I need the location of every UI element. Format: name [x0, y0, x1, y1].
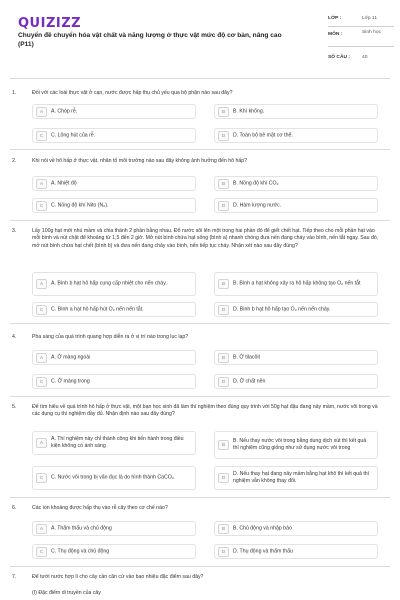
- option-letter: A: [36, 353, 47, 363]
- question-divider: [10, 220, 390, 221]
- option-letter: C: [36, 547, 47, 557]
- option-text: A. Nhiệt độ: [51, 180, 77, 187]
- option-letter: C: [36, 305, 47, 315]
- option-text: C. Nước vôi trong bị vẩn đục là do hình thành CaCO₃: [51, 474, 174, 481]
- option-b[interactable]: [214, 521, 378, 536]
- option-text: B. Bình a hạt không xảy ra hô hấp không tạo O₂ nến tắt: [233, 280, 361, 287]
- option-d[interactable]: [214, 128, 378, 143]
- option-letter: D: [218, 377, 229, 387]
- option-a[interactable]: [32, 272, 196, 296]
- option-letter: C: [36, 131, 47, 141]
- option-d[interactable]: [214, 302, 378, 317]
- option-c[interactable]: [32, 128, 196, 143]
- option-text: A. Bình b hạt hô hấp cung cấp nhiệt cho nến cháy.: [51, 280, 167, 287]
- option-text: D. Nếu thay hạt đang nảy mầm bằng hạt khô thì kết quả thí nghiệm vẫn không thay đổi.: [233, 471, 370, 484]
- option-letter: A: [36, 438, 47, 448]
- class-label: LỚP :: [328, 16, 342, 21]
- question-text: Khi nói về hô hấp ở thực vật, nhân tố môi trường nào sau đây không ảnh hưởng đến hô hấp?: [32, 158, 248, 164]
- option-d[interactable]: [214, 466, 378, 490]
- option-text: A. Chóp rễ.: [51, 108, 78, 115]
- option-b[interactable]: [214, 272, 378, 296]
- statement-line: (I) Đặc điểm di truyền của cây: [32, 590, 101, 596]
- question-number: 2.: [12, 158, 17, 164]
- option-letter: A: [36, 107, 47, 117]
- option-letter: B: [218, 524, 229, 534]
- option-d[interactable]: [214, 374, 378, 389]
- option-letter: B: [218, 440, 229, 450]
- option-b[interactable]: [214, 176, 378, 191]
- option-a[interactable]: [32, 104, 196, 119]
- option-text: B. Nồng độ khí CO₂: [233, 180, 279, 187]
- option-text: C. Ở màng trong: [51, 378, 90, 385]
- question-text: Đối với các loài thực vật ở cạn, nước được hấp thụ chủ yếu qua bộ phận nào sau đây?: [32, 90, 233, 96]
- worksheet-header: [10, 10, 390, 72]
- option-letter: D: [218, 201, 229, 211]
- subject-label: MÔN :: [328, 32, 343, 37]
- question-divider: [10, 323, 390, 324]
- option-c[interactable]: [32, 466, 196, 490]
- option-letter: C: [36, 377, 47, 387]
- option-text: C. Bình a hạt hô hấp hút O₂ nến nến tắt.: [51, 306, 144, 313]
- option-text: D. Hàm lượng nước.: [233, 202, 282, 209]
- option-a[interactable]: [32, 176, 196, 191]
- question-divider: [10, 566, 390, 567]
- option-letter: B: [218, 279, 229, 289]
- question-number: 3.: [12, 228, 17, 234]
- option-letter: A: [36, 524, 47, 534]
- option-text: A. Ở màng ngoài: [51, 354, 91, 361]
- option-letter: D: [218, 305, 229, 315]
- question-text: Các ion khoáng được hấp thụ vào rễ cây theo cơ chế nào?: [32, 505, 168, 511]
- question-text: Để tìm hiểu về quá trình hô hấp ở thực vật, một bạn học sinh đã làm thí nghiệm theo đúng quy trình với 50g hạt đậu đang nảy mầm, nước vôi trong và các dụng cụ thí nghiệm đầy đủ. Nhận định nào sau đây đúng?: [32, 404, 378, 418]
- question-divider: [10, 396, 390, 397]
- option-a[interactable]: [32, 350, 196, 365]
- option-c[interactable]: [32, 198, 196, 213]
- question-text: Pha sáng của quá trình quang hợp diễn ra ở vị trí nào trong lục lạp?: [32, 334, 189, 340]
- class-value: Lớp 11: [362, 16, 378, 21]
- question-number: 1.: [12, 90, 17, 96]
- meta-divider: [328, 26, 394, 27]
- count-label: SỐ CÂU :: [328, 55, 351, 60]
- option-text: C. Thụ động và chủ động: [51, 548, 110, 555]
- option-text: C. Nồng độ khí Nito (N₂).: [51, 202, 109, 209]
- option-b[interactable]: [214, 350, 378, 365]
- worksheet-title: Chuyển đề chuyển hóa vật chất và năng lượng ở thực vật mức độ cơ bản, nâng cao (P11): [18, 32, 282, 48]
- subject-value: Sinh học: [362, 30, 382, 35]
- option-letter: A: [36, 179, 47, 189]
- option-a[interactable]: [32, 431, 196, 455]
- option-letter: B: [218, 107, 229, 117]
- option-c[interactable]: [32, 374, 196, 389]
- option-letter: D: [218, 131, 229, 141]
- option-text: B. Khí khổng.: [233, 108, 265, 115]
- option-letter: B: [218, 179, 229, 189]
- question-text: Để tưới nước hợp lí cho cây cần căn cứ vào bao nhiêu đặc điểm sau đây?: [32, 574, 204, 580]
- option-text: B. Nếu thay nước vôi trong bằng dung dịch xút thì kết quả thí nghiệm cũng giống như sử dụng nước vôi trong: [233, 438, 367, 451]
- option-text: D. Thụ động và thẩm thấu: [233, 548, 293, 555]
- option-text: D. Bình b hạt hô hấp tạo O₂ nến nến cháy.: [233, 306, 331, 313]
- question-number: 6.: [12, 505, 17, 511]
- meta-divider: [328, 46, 394, 47]
- question-number: 5.: [12, 404, 17, 410]
- option-letter: D: [218, 473, 229, 483]
- option-text: A. Thí nghiệm này chỉ thành công khi tiến hành trong điều kiện không có ánh sáng: [51, 436, 184, 449]
- question-divider: [10, 149, 390, 150]
- question-text: Lấy 100g hạt mới nhú mầm và chia thành 2 phần bằng nhau. Đổ nước sôi lên một trong hai phần đó để giết chết hạt. Tiếp theo cho mỗi phần hạt vào mỗi bình và nút chặt để khoảng từ 1,5 đến 2 giờ. Mở nút bình chứa hạt sống (bình a) nhanh chóng đưa nến đang cháy vào bình, nến tắt ngay. Sau đó, mở nút bình chứa hạt chết (bình b) và đưa nến đang cháy vào bình, nến tiếp tục cháy. Nhận xét nào sau đây đúng?: [32, 228, 379, 249]
- option-letter: D: [218, 547, 229, 557]
- option-text: B. Chủ động và nhập bào: [233, 525, 292, 532]
- option-text: C. Lông hút của rễ.: [51, 132, 96, 139]
- option-b[interactable]: [214, 431, 378, 459]
- option-c[interactable]: [32, 544, 196, 559]
- option-letter: C: [36, 473, 47, 483]
- option-d[interactable]: [214, 544, 378, 559]
- option-letter: B: [218, 353, 229, 363]
- option-b[interactable]: [214, 104, 378, 119]
- quizizz-logo: QUIZIZZ: [18, 16, 82, 31]
- question-divider: [10, 497, 390, 498]
- option-d[interactable]: [214, 198, 378, 213]
- question-number: 4.: [12, 334, 17, 340]
- header-divider: [10, 78, 390, 79]
- option-text: A. Thẩm thấu và chủ động: [51, 525, 112, 532]
- option-a[interactable]: [32, 521, 196, 536]
- option-letter: C: [36, 201, 47, 211]
- question-number: 7.: [12, 574, 17, 580]
- option-c[interactable]: [32, 302, 196, 317]
- option-text: D. Ở chất nền: [233, 378, 266, 385]
- option-letter: A: [36, 279, 47, 289]
- count-value: 40: [362, 55, 368, 60]
- option-text: B. Ở tilacôit: [233, 354, 260, 361]
- option-text: D. Toàn bộ bề mặt cơ thể.: [233, 132, 293, 139]
